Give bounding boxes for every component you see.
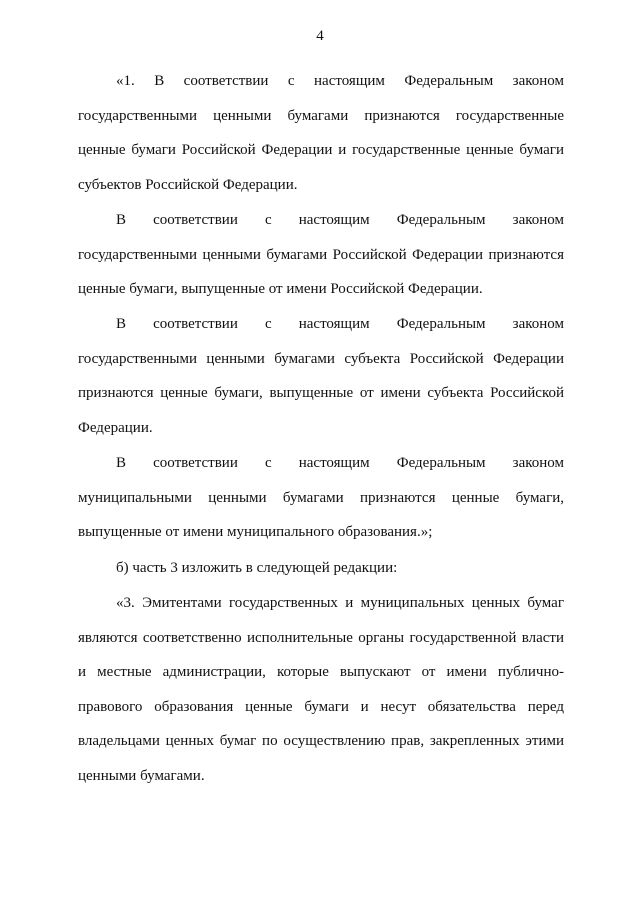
text-line: признаются ценные бумаги, выпущенные от имени субъекта Российской — [78, 385, 564, 401]
text-line: правового образования ценные бумаги и несут обязательства перед — [78, 698, 564, 715]
text-line: В соответствии с настоящим Федеральным законом — [116, 455, 564, 471]
paragraph-3 — [78, 307, 564, 445]
paragraph-1 — [78, 64, 564, 202]
text-line: государственными ценными бумагами субъекта Российской Федерации — [78, 350, 564, 367]
text-line: ценные бумаги Российской Федерации и государственные ценные бумаги — [78, 142, 564, 158]
page-number: 4 — [316, 28, 324, 44]
paragraph-5 — [78, 551, 564, 586]
text-line: Федерации. — [78, 419, 153, 436]
text-line: ценные бумаги, выпущенные от имени Российской Федерации. — [78, 281, 483, 297]
text-line: «3. Эмитентами государственных и муниципальных ценных бумаг — [116, 595, 564, 611]
text-line: В соответствии с настоящим Федеральным законом — [116, 316, 564, 332]
text-line: В соответствии с настоящим Федеральным законом — [116, 212, 564, 228]
text-line: ценными бумагами. — [78, 767, 205, 784]
text-line: выпущенные от имени муниципального образования.»; — [78, 524, 433, 540]
paragraph-6 — [78, 586, 564, 793]
paragraph-2 — [78, 203, 564, 307]
text-line: являются соответственно исполнительные органы государственной власти — [78, 629, 564, 646]
text-line: б) часть 3 изложить в следующей редакции: — [116, 560, 398, 576]
text-line: субъектов Российской Федерации. — [78, 176, 298, 193]
text-line: «1. В соответствии с настоящим Федеральным законом — [116, 73, 564, 89]
text-line: владельцами ценных бумаг по осуществлению прав, закрепленных этими — [78, 733, 564, 749]
text-line: и местные администрации, которые выпускают от имени публично- — [78, 664, 564, 680]
text-line: муниципальными ценными бумагами признаются ценные бумаги, — [78, 489, 564, 506]
text-line: государственными ценными бумагами Российской Федерации признаются — [78, 246, 564, 263]
paragraph-4 — [78, 446, 564, 550]
text-line: государственными ценными бумагами признаются государственные — [78, 107, 564, 124]
